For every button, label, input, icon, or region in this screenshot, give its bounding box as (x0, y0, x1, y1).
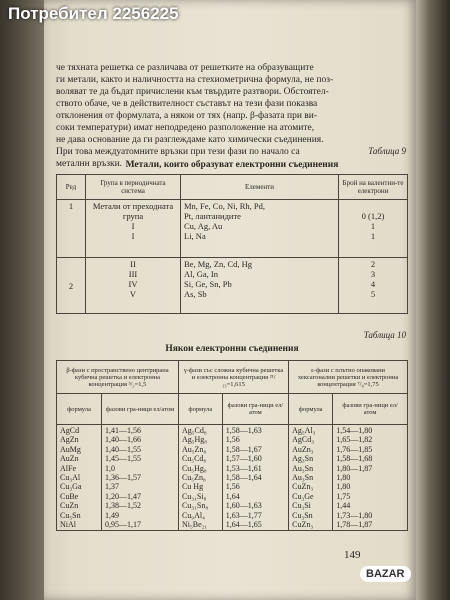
elements-value: As, Sb (184, 289, 207, 299)
gamma-limits: 1,56 (225, 435, 240, 445)
epsilon-limits: 1,80—1,87 (336, 463, 373, 473)
column-header: Ред (57, 175, 86, 200)
gamma-formula: Cu Hg (181, 482, 204, 492)
facing-page-edge (0, 0, 44, 600)
epsilon-formula: CuZn₃ (292, 482, 314, 492)
epsilon-limits-column (333, 425, 408, 531)
column-header: фазови гра-ници ел/атом (333, 394, 408, 425)
beta-limits: 1,41—1,56 (105, 426, 141, 435)
table-header-row (57, 361, 408, 394)
column-header: Брой на валентни-те електрони (339, 175, 408, 200)
elements-value: Cu, Ag, Au (184, 221, 223, 231)
gamma-formula: Cu₅Zn₈ (181, 473, 206, 483)
column-header: фазови гра-ници ел/атом (102, 394, 179, 425)
paragraph-line: че тяхната решетка се различава от решетките на образуващите (56, 63, 314, 73)
group-value: I (131, 221, 135, 231)
seller-watermark: Потребител 2256225 (8, 4, 179, 23)
column-header: Елементи (181, 175, 339, 200)
gamma-limits: 1,60—1,63 (225, 501, 262, 511)
beta-limits: 1,20—1,47 (105, 491, 141, 501)
epsilon-formula: Au₃Sn (292, 463, 314, 473)
column-header: фазови гра-ници ел/атом (222, 394, 288, 425)
beta-formula: AuMg (60, 444, 81, 454)
gamma-limits: 1,64—1,65 (225, 520, 262, 530)
table9-title: Метали, които образуват електронни съединения (125, 160, 339, 170)
beta-limits: 0,95—1,17 (105, 520, 141, 530)
gamma-limits: 1,58—1,67 (225, 444, 262, 454)
beta-limits: 1,38—1,52 (105, 501, 141, 511)
electrons-cell (339, 258, 408, 314)
epsilon-limits: 1,78—1,87 (336, 520, 373, 530)
elements-value: Li, Na (184, 231, 206, 241)
elements-value: Al, Ga, In (184, 269, 218, 279)
epsilon-formula: Cu₃Si (292, 501, 311, 511)
paragraph-line: ството обаче, че в действителност съставът на тези фази показва (56, 99, 318, 109)
epsilon-formula: Cu₃Sn (292, 510, 313, 520)
paragraph-line: соки температури) имат неподредено разположение на атомите, (56, 123, 315, 133)
epsilon-limits: 1,80 (336, 482, 351, 492)
elements-value: Si, Ge, Sn, Pb (184, 279, 232, 289)
table-row (57, 200, 408, 258)
beta-formula: Cu₃Ga (60, 482, 82, 492)
group-value: IV (128, 279, 138, 289)
epsilon-formula: AuZn₃ (292, 444, 314, 454)
beta-limits: 1,36—1,57 (105, 473, 141, 483)
elements-cell (181, 200, 339, 258)
table-header-row (57, 175, 408, 200)
group-value: III (128, 269, 138, 279)
table-row (57, 258, 408, 314)
beta-formula: AgZn (60, 435, 79, 445)
group-value: V (129, 289, 137, 299)
table-subheader-row (57, 394, 408, 425)
epsilon-formula: CuZn₃ (292, 520, 314, 530)
paragraph-line: При това междуатомните връзки при тези фази по начало са (56, 147, 300, 157)
beta-formula: Cu₅Sn (60, 510, 81, 520)
group-value: II (130, 259, 136, 269)
bazar-logo: BAZAR (360, 566, 411, 582)
paragraph-line: ги метали, както и наличността на стехиометрична формула, не поз- (56, 75, 334, 85)
beta-formula: CuBe (60, 491, 79, 501)
beta-formula: AlFe (60, 463, 76, 473)
electrons-value: 0 (1,2) (361, 211, 385, 221)
paragraph-line: отклонения от формулата, а някои от тях (напр. β-фазата при ви- (56, 111, 318, 121)
row-number: 2 (57, 258, 86, 314)
beta-formula-column (57, 425, 102, 531)
beta-limits: 1,45—1,55 (105, 454, 141, 464)
group-header: β-фази с пространствено центрирана кубична решетка и електронна концентрация ³/₂=1,5 (57, 361, 179, 394)
epsilon-formula: AgCd₃ (292, 435, 315, 445)
epsilon-limits: 1,65—1,82 (336, 435, 373, 445)
column-header: формула (57, 394, 102, 425)
gamma-formula: Ni₅Be₂₁ (181, 520, 208, 530)
beta-limits: 1,0 (105, 463, 115, 473)
beta-limits: 1,40—1,55 (105, 444, 141, 454)
group-cell (86, 200, 181, 258)
electrons-value: 2 (370, 259, 376, 269)
gamma-formula: Cu₅Hg₈ (181, 463, 207, 473)
beta-formula: CuZn (60, 501, 79, 511)
electrons-value: 4 (370, 279, 376, 289)
epsilon-limits: 1,76—1,85 (336, 444, 373, 454)
elements-value: Be, Mg, Zn, Cd, Hg (184, 259, 252, 269)
epsilon-limits: 1,73—1,80 (336, 510, 373, 520)
beta-formula: AuZn (60, 454, 79, 464)
gamma-limits-column (222, 425, 288, 531)
gamma-formula: Cu₅Cd₈ (181, 454, 207, 464)
electrons-value: 1 (370, 231, 376, 241)
beta-limits: 1,37 (105, 482, 119, 492)
electrons-cell (339, 200, 408, 258)
gamma-formula: Au₅Zn₈ (181, 444, 207, 454)
paragraph-line: не дава основание да ги разглеждаме като химически съединения. (56, 135, 324, 145)
epsilon-limits: 1,58—1,68 (336, 454, 373, 464)
beta-formula: AgCd (60, 426, 80, 435)
elements-value: Pt, лантанидите (184, 211, 241, 221)
epsilon-limits: 1,54—1,80 (336, 426, 373, 435)
gamma-limits: 1,58—1,63 (225, 426, 262, 435)
epsilon-formula: Cu₃Ge (292, 491, 314, 501)
gamma-formula: Cu₉Al₄ (181, 510, 205, 520)
gamma-limits: 1,53—1,61 (225, 463, 262, 473)
electrons-value: 1 (370, 221, 376, 231)
group-value: Метали от преходната група (92, 201, 174, 221)
book-spine-edge (416, 0, 450, 600)
body-paragraph (56, 62, 408, 170)
gamma-limits: 1,56 (225, 482, 240, 492)
epsilon-limits: 1,80 (336, 473, 351, 483)
epsilon-formula: Ag₃Sn (292, 454, 314, 464)
gamma-formula: Cu₃₁Sn₈ (181, 501, 209, 511)
table-body-row (57, 425, 408, 531)
page-number: 149 (344, 549, 361, 561)
group-cell (86, 258, 181, 314)
epsilon-limits: 1,75 (336, 491, 351, 501)
column-header: Група в периодичната система (86, 175, 181, 200)
table10-title: Някои електронни съединения (165, 344, 299, 354)
beta-limits: 1,40—1,66 (105, 435, 141, 445)
table9 (56, 174, 408, 314)
epsilon-limits: 1,44 (336, 501, 351, 511)
table10 (56, 360, 408, 531)
epsilon-formula-column (289, 425, 333, 531)
epsilon-formula: Ag₅Al₃ (292, 426, 316, 435)
paragraph-line: воляват те да бъдат причислени към твърдите разтвори. Обстоятел- (56, 87, 329, 97)
gamma-formula: Ag₅Hg₈ (181, 435, 208, 445)
gamma-formula: Ag₅Cd₈ (181, 426, 207, 435)
paragraph-line: металнн връзки. (56, 159, 123, 169)
group-header: ε-фази с плътно опаковани хексагонални решетки и електронна концентрация ⁷/₄=1,75 (289, 361, 408, 394)
elements-cell (181, 258, 339, 314)
gamma-limits: 1,57—1,60 (225, 454, 262, 464)
gamma-formula: Cu₃₁Si₈ (181, 491, 207, 501)
beta-formula: Cu₃Al (60, 473, 81, 483)
electrons-value: 3 (370, 269, 376, 279)
row-number: 1 (57, 200, 86, 258)
column-header: формула (178, 394, 222, 425)
gamma-limits: 1,64 (225, 491, 240, 501)
beta-formula: NiAl (60, 520, 76, 530)
gamma-formula-column (178, 425, 222, 531)
column-header: формула (289, 394, 333, 425)
gamma-limits: 1,58—1,64 (225, 473, 262, 483)
group-value: I (131, 231, 135, 241)
beta-limits: 1,49 (105, 510, 119, 520)
group-header: γ-фази със сложна кубична решетка и електронна концентрация ²¹/₁₃=1,615 (178, 361, 288, 394)
elements-value: Mn, Fe, Co, Ni, Rh, Pd, (184, 201, 265, 211)
epsilon-formula: Au₃Sn (292, 473, 314, 483)
electrons-value: 5 (370, 289, 376, 299)
gamma-limits: 1,63—1,77 (225, 510, 262, 520)
table9-caption: Таблица 9 (368, 146, 406, 156)
table10-caption: Таблица 10 (363, 330, 406, 340)
beta-limits-column (102, 425, 179, 531)
